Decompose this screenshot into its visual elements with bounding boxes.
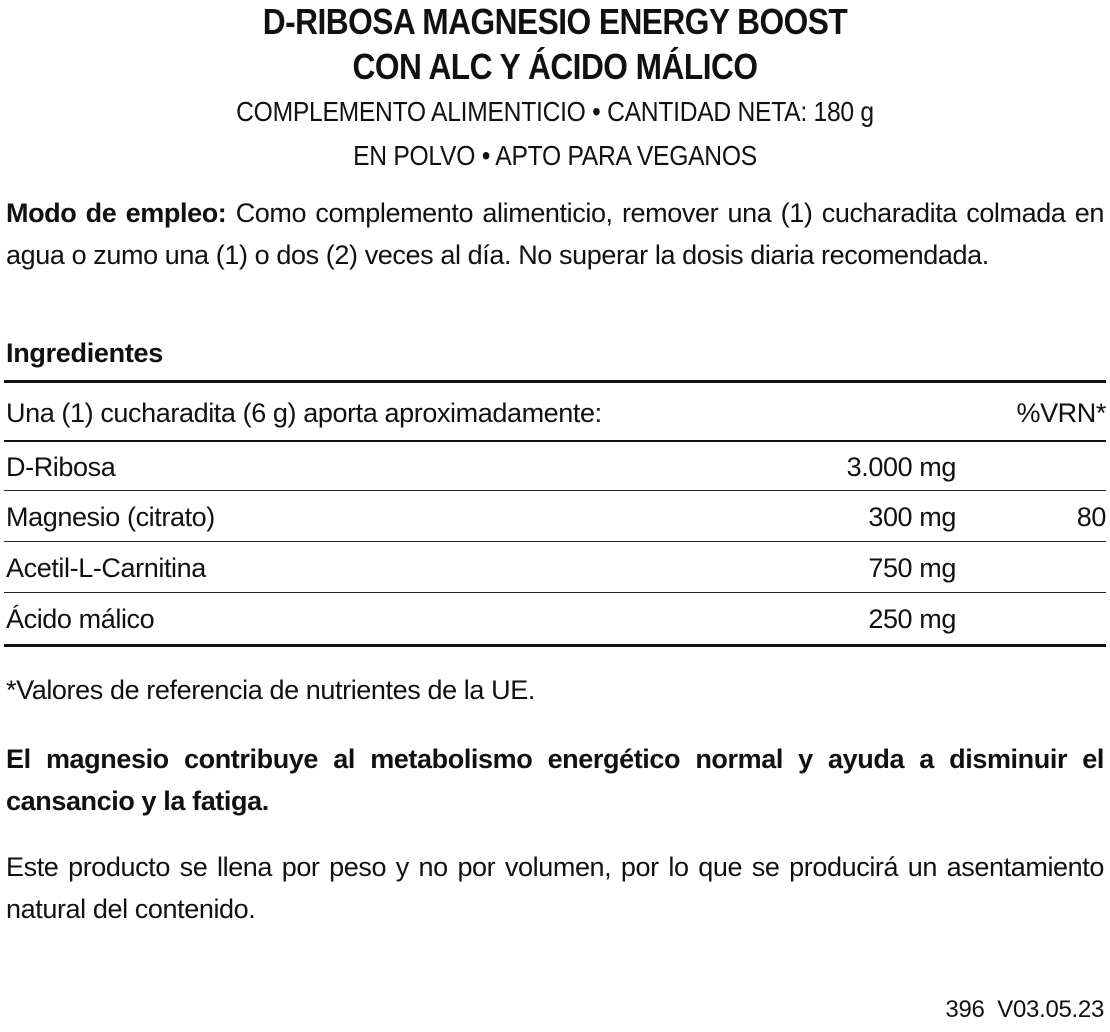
- usage-label: Modo de empleo:: [6, 198, 227, 228]
- table-row-divider: [4, 592, 1106, 593]
- product-subtitle-line-2: EN POLVO • APTO PARA VEGANOS: [353, 140, 757, 171]
- fill-notice: Este producto se llena por peso y no por volumen, por lo que se producirá un asentamiento natural del contenido.: [6, 852, 1104, 924]
- ingredients-heading: Ingredientes: [6, 338, 163, 368]
- table-row: [6, 594, 1106, 644]
- ingredient-name: Magnesio (citrato): [6, 502, 215, 532]
- serving-label: Una (1) cucharadita (6 g) aporta aproximadamente:: [6, 398, 602, 428]
- table-row-divider: [4, 490, 1106, 491]
- table-row: [6, 492, 1106, 542]
- version-code: 396 V03.05.23: [945, 996, 1104, 1023]
- table-row: [6, 442, 1106, 492]
- ingredient-name: D-Ribosa: [6, 452, 116, 482]
- table-top-rule: [4, 380, 1106, 383]
- health-claim: El magnesio contribuye al metabolismo energético normal y ayuda a disminuir el cansancio y la fatiga.: [6, 744, 1104, 816]
- product-title-line-1: D-RIBOSA MAGNESIO ENERGY BOOST: [262, 1, 848, 42]
- ingredient-vrn: 80: [1076, 502, 1106, 532]
- ingredient-amount: 750 mg: [868, 553, 956, 583]
- footnote: *Valores de referencia de nutrientes de la UE.: [6, 675, 535, 705]
- ingredient-amount: 300 mg: [868, 502, 956, 532]
- table-bottom-rule: [4, 644, 1106, 647]
- usage-instructions: [6, 192, 1104, 276]
- ingredient-name: Acetil-L-Carnitina: [6, 553, 206, 583]
- product-subtitle-line-1: COMPLEMENTO ALIMENTICIO • CANTIDAD NETA: 180 g: [236, 96, 874, 127]
- usage-text: Como complemento alimenticio, remover una (1) cucharadita colmada en agua o zumo una (1) o dos (2) veces al día. No superar la dosis diaria recomendada.: [6, 198, 1105, 270]
- vrn-header: %VRN*: [1016, 398, 1106, 428]
- ingredient-name: Ácido málico: [6, 604, 155, 634]
- table-header-row: [6, 388, 1106, 438]
- ingredient-amount: 250 mg: [868, 604, 956, 634]
- table-row-divider: [4, 541, 1106, 542]
- product-title-line-2: CON ALC Y ÁCIDO MÁLICO: [352, 46, 758, 87]
- ingredient-amount: 3.000 mg: [846, 452, 956, 482]
- table-row: [6, 543, 1106, 593]
